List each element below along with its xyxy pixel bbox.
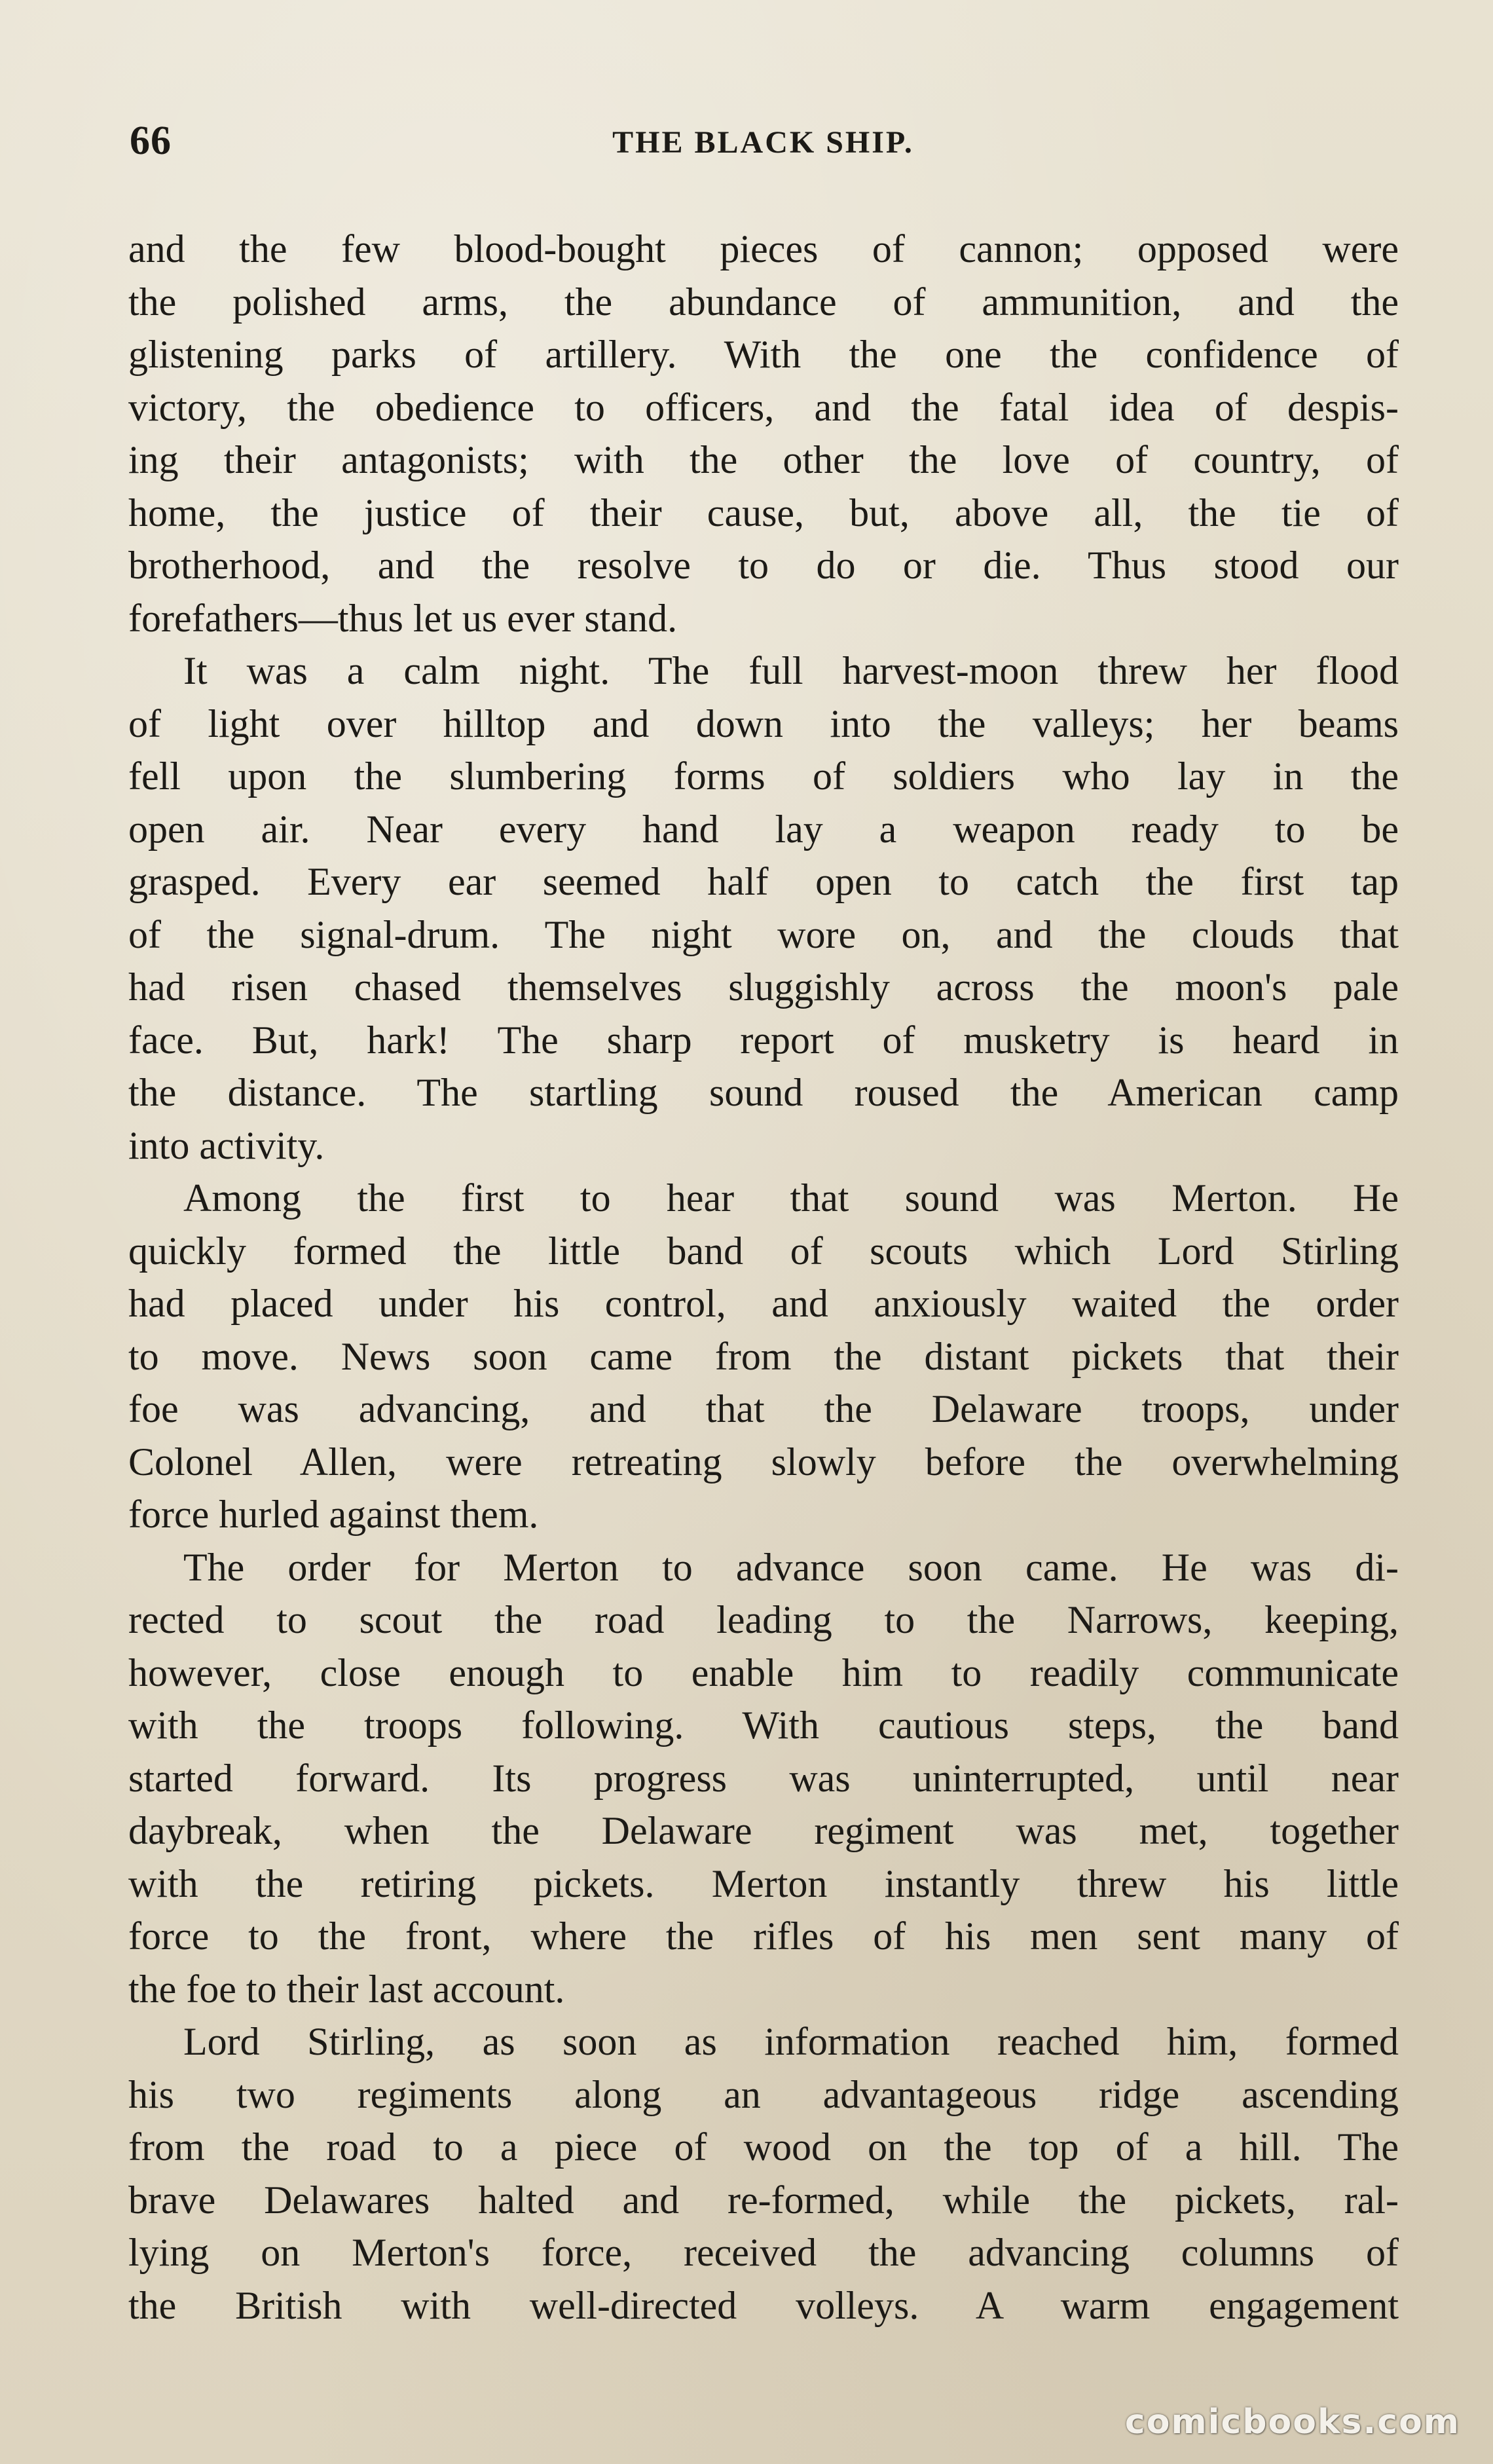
text-line: victory, the obedience to officers, and the fatal idea of despis- (128, 385, 1399, 429)
text-line: quickly formed the little band of scouts which Lord Stirling (128, 1229, 1399, 1273)
text-line: the foe to their last account. (128, 1967, 565, 2011)
text-line: had placed under his control, and anxiously waited the order (128, 1282, 1399, 1325)
text-line: The order for Merton to advance soon came. He was di- (183, 1545, 1399, 1589)
text-line: home, the justice of their cause, but, above all, the tie of (128, 491, 1399, 534)
running-head: THE BLACK SHIP. (612, 125, 914, 160)
text-line: grasped. Every ear seemed half open to catch the first tap (128, 860, 1399, 903)
watermark: comicbooks.com (1124, 2402, 1460, 2442)
text-line: the British with well-directed volleys. A warm engagement (128, 2283, 1399, 2327)
text-line: the distance. The startling sound roused the American camp (128, 1071, 1399, 1114)
text-line: brave Delawares halted and re-formed, while the pickets, ral- (128, 2178, 1399, 2222)
text-line: to move. News soon came from the distant pickets that their (128, 1334, 1399, 1378)
body-text (128, 223, 1399, 2332)
text-line: of light over hilltop and down into the valleys; her beams (128, 701, 1399, 745)
text-line: and the few blood-bought pieces of cannon; opposed were (128, 227, 1399, 271)
text-line: of the signal-drum. The night wore on, and the clouds that (128, 912, 1399, 956)
text-line: ing their antagonists; with the other the love of country, of (128, 438, 1399, 481)
text-line: however, close enough to enable him to readily communicate (128, 1651, 1399, 1694)
text-line: started forward. Its progress was uninterrupted, until near (128, 1756, 1399, 1800)
text-line: foe was advancing, and that the Delaware troops, under (128, 1387, 1399, 1430)
text-line: into activity. (128, 1123, 325, 1167)
text-line: his two regiments along an advantageous ridge ascending (128, 2072, 1399, 2116)
text-line: from the road to a piece of wood on the top of a hill. The (128, 2125, 1399, 2169)
text-line: force hurled against them. (128, 1493, 539, 1536)
text-line: Among the first to hear that sound was Merton. He (183, 1176, 1399, 1220)
text-line: force to the front, where the rifles of his men sent many of (128, 1914, 1399, 1958)
text-line: rected to scout the road leading to the Narrows, keeping, (128, 1598, 1399, 1641)
text-line: fell upon the slumbering forms of soldiers who lay in the (128, 755, 1399, 798)
text-line: with the retiring pickets. Merton instantly threw his little (128, 1861, 1399, 1905)
page-header (130, 118, 1397, 170)
text-line: Lord Stirling, as soon as information reached him, formed (183, 2020, 1399, 2063)
text-line: It was a calm night. The full harvest-moon threw her flood (183, 649, 1399, 692)
text-line: the polished arms, the abundance of ammunition, and the (128, 280, 1399, 324)
text-line: glistening parks of artillery. With the one the confidence of (128, 333, 1399, 376)
text-line: forefathers—thus let us ever stand. (128, 596, 678, 640)
text-line: lying on Merton's force, received the advancing columns of (128, 2231, 1399, 2274)
text-line: face. But, hark! The sharp report of musketry is heard in (128, 1018, 1399, 1062)
text-line: open air. Near every hand lay a weapon ready to be (128, 807, 1399, 851)
text-line: Colonel Allen, were retreating slowly before the overwhelming (128, 1440, 1399, 1484)
text-line: had risen chased themselves sluggishly across the moon's pale (128, 965, 1399, 1009)
text-line: daybreak, when the Delaware regiment was met, together (128, 1809, 1399, 1852)
text-line: brotherhood, and the resolve to do or die. Thus stood our (128, 544, 1399, 587)
text-line: with the troops following. With cautious steps, the band (128, 1704, 1399, 1747)
page-number: 66 (130, 119, 172, 163)
